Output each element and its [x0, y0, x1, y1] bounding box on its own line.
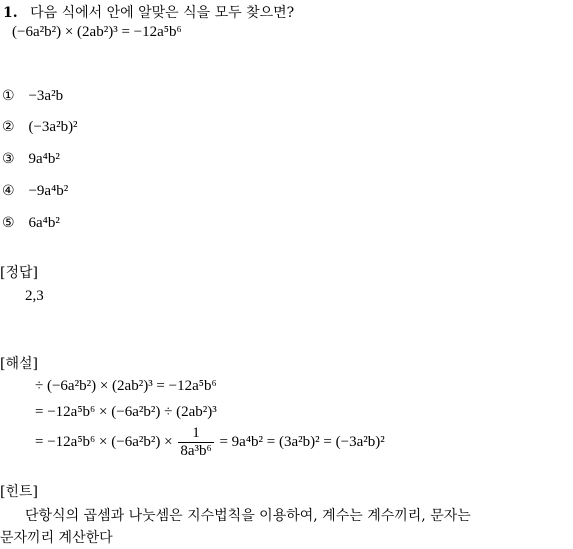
explanation-label: [해설] — [0, 356, 38, 372]
choice-expr: −9a⁴b² — [28, 183, 69, 199]
fraction — [178, 425, 213, 460]
answer-value: 2,3 — [25, 288, 44, 304]
choice-1[interactable] — [2, 88, 63, 105]
fraction-denominator: 8a³b⁶ — [180, 443, 212, 459]
choice-expr: (−3a²b)² — [28, 119, 78, 135]
explanation-line-3 — [35, 425, 385, 460]
explanation-line-1: ÷ (−6a²b²) × (2ab²)³ = −12a⁵b⁶ — [35, 378, 217, 394]
choice-4[interactable] — [2, 183, 68, 200]
choice-marker: ⑤ — [2, 215, 15, 231]
choice-3[interactable] — [2, 151, 60, 168]
choice-expr: 6a⁴b² — [28, 215, 60, 231]
fraction-numerator: 1 — [178, 425, 213, 443]
choice-marker: ② — [2, 119, 15, 135]
choice-expr: −3a²b — [28, 88, 64, 104]
question-header — [3, 2, 294, 22]
choice-expr: 9a⁴b² — [28, 151, 60, 167]
choice-marker: ④ — [2, 183, 15, 199]
explanation-line-2: = −12a⁵b⁶ × (−6a²b²) ÷ (2ab²)³ — [35, 404, 217, 420]
hint-line-2: 문자끼리 계산한다 — [0, 530, 113, 546]
hint-label: [힌트] — [0, 484, 38, 500]
question-equation: (−6a²b²) × (2ab²)³ = −12a⁵b⁶ — [12, 24, 182, 40]
choice-marker: ③ — [2, 151, 15, 167]
choice-marker: ① — [2, 88, 15, 104]
choice-2[interactable] — [2, 119, 78, 136]
explanation-line-3-suffix: = 9a⁴b² = (3a²b)² = (−3a²b)² — [219, 433, 385, 450]
explanation-line-3-prefix: = −12a⁵b⁶ × (−6a²b²) × — [35, 433, 173, 450]
answer-label: [정답] — [0, 265, 38, 281]
hint-line-1: 단항식의 곱셈과 나눗셈은 지수법칙을 이용하여, 계수는 계수끼리, 문자는 — [25, 508, 471, 524]
choice-5[interactable] — [2, 215, 60, 232]
question-number: 1. — [3, 5, 18, 21]
question-text: 다음 식에서 안에 알맞은 식을 모두 찾으면? — [30, 5, 295, 21]
